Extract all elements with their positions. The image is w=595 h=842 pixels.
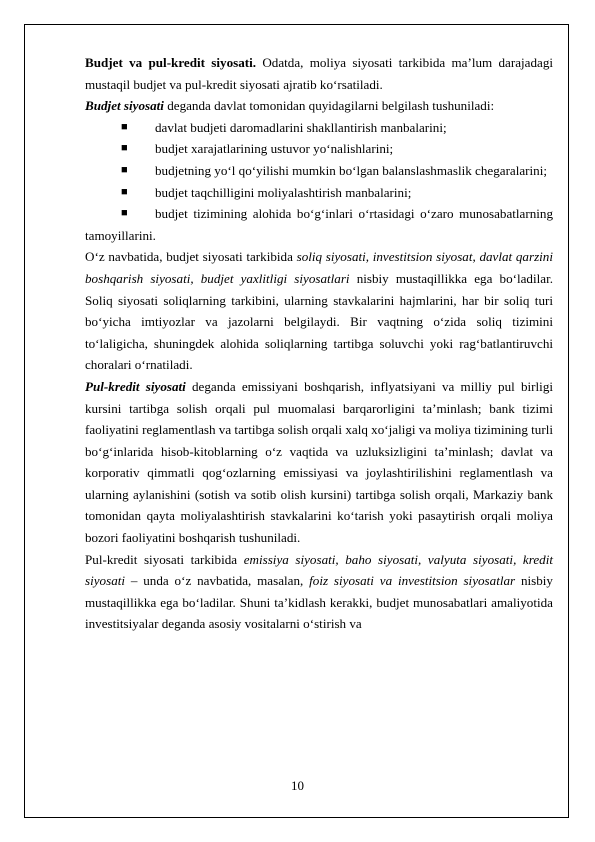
paragraph-text: – unda o‘z navbatida, masalan, xyxy=(125,573,310,589)
bullet-marker: ■ xyxy=(121,120,128,133)
bullet-marker: ■ xyxy=(121,185,128,198)
paragraph-tax-policy xyxy=(85,246,553,376)
section-heading: Budjet va pul-kredit siyosati. xyxy=(85,55,257,70)
emphasis-text: soliq siyosati, investitsion siyosat, davlat qarzini boshqarish siyosati, budjet yaxlitligi siyosatlari xyxy=(85,249,553,286)
document-body xyxy=(85,52,553,635)
paragraph-intro xyxy=(85,52,553,95)
paragraph-text: Pul-kredit siyosati tarkibida xyxy=(85,551,244,567)
page-number: 10 xyxy=(291,778,304,793)
paragraph-text: nisbiy mustaqillikka ega bo‘ladilar. Shuni ta’kidlash kerakki, budjet munosabatlari amaliyotida investitsiyalar deganda asosiy vositalarni o‘stirish va xyxy=(85,573,553,632)
paragraph-monetary-policy xyxy=(85,376,553,549)
paragraph-monetary-components xyxy=(85,549,553,635)
list-item-text: budjetning yo‘l qo‘yilishi mumkin bo‘lgan balanslashmaslik chegaralarini; xyxy=(155,162,548,178)
list-item-text: budjet taqchilligini moliyalashtirish manbalarini; xyxy=(155,184,412,200)
list-item xyxy=(85,203,553,246)
paragraph-text: deganda davlat tomonidan quyidagilarni belgilash tushuniladi: xyxy=(163,98,495,114)
term-budget-policy: Budjet siyosati xyxy=(85,98,164,114)
list-item-text: budjet xarajatlarining ustuvor yo‘nalishlarini; xyxy=(155,141,394,157)
paragraph-text: deganda emissiyani boshqarish, inflyatsiyani va milliy pul birligi kursini tartibga solish orqali pul muomalasi barqarorligini ta’minlash; bank tizimi faoliyatini reglamentlash va tartibga solish orqali xalq xo‘jaligi va moliya tizimining turli bo‘g‘inlarida hisob-kitoblarning o‘z vaqtida va uzluksizligini ta’minlash; davlat va korporativ qimmatli qog‘ozlarning emissiyasi va joylashtirilishini reglamentlash va ularning aylanishini (sotish va sotib olish kursini) tartibga solish orqali, Markaziy bank tomonidan qayta moliyalashtirish stavkalarini ko‘tarish yoki pasaytirish orqali moliya bozori faoliyatini boshqarish tushuniladi. xyxy=(85,378,553,546)
paragraph-budget-policy xyxy=(85,95,553,117)
bullet-marker: ■ xyxy=(121,142,128,155)
emphasis-text: foiz siyosati va investitsion siyosatlar xyxy=(309,573,516,589)
list-item xyxy=(85,117,553,139)
term-monetary-policy: Pul-kredit siyosati xyxy=(85,378,186,394)
bullet-marker: ■ xyxy=(121,207,128,220)
paragraph-text: nisbiy mustaqillikka ega bo‘ladilar. Soliq siyosati soliqlarning tarkibini, ularning stavkalarini hajmlarini, har bir soliq turi bo‘yicha imtiyozlar va jazolarni belgilaydi. Bir vaqtning o‘zida soliq tizimini to‘laligicha, shuningdek alohida soliqlarning tartibga soluvchi yoki rag‘batlantiruvchi choralari o‘rnatiladi. xyxy=(85,270,553,373)
list-item-text: davlat budjeti daromadlarini shakllantirish manbalarini; xyxy=(155,119,447,135)
paragraph-text: O‘z navbatida, budjet siyosati tarkibida xyxy=(85,249,297,265)
paragraph-text: Odatda, moliya siyosati tarkibida ma’lum darajadagi mustaqil budjet va pul-kredit siyosati ajratib ko‘rsatiladi. xyxy=(85,55,554,92)
list-item xyxy=(85,138,553,160)
list-item-text: budjet tizimining alohida bo‘g‘inlari o‘rtasidagi o‘zaro munosabatlarning tamoyillarini. xyxy=(85,206,553,243)
list-item xyxy=(85,182,553,204)
bullet-marker: ■ xyxy=(121,163,128,176)
emphasis-text: emissiya siyosati, baho siyosati, valyuta siyosati, kredit siyosati xyxy=(85,551,553,589)
list-item xyxy=(85,160,553,182)
